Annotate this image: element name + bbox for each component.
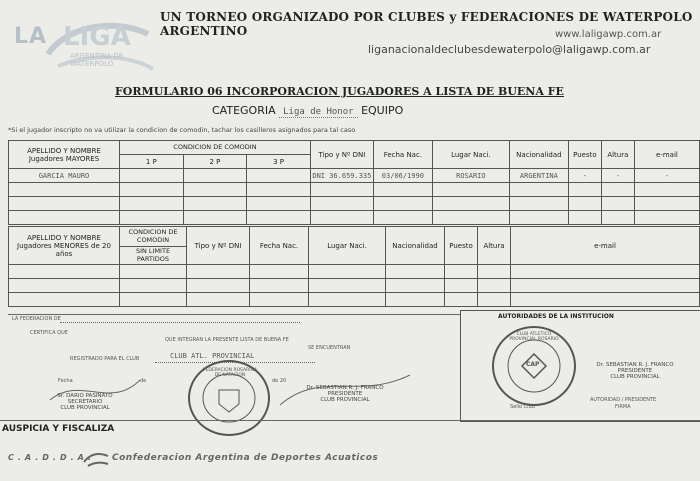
col-header-name-menores: APELLIDO Y NOMBRE Jugadores MENORES de 20 años (9, 227, 120, 265)
table-row (9, 183, 700, 197)
col-header-1p: 1 P (120, 155, 184, 169)
col-header-lugar-menores: Lugar Naci. (309, 227, 386, 265)
encuentran-label: SE ENCUENTRAN (308, 345, 351, 351)
col-header-lugar: Lugar Naci. (432, 141, 509, 169)
comodin-note: *Si el jugador inscripto no va utilizar la condicion de comodin, tachar los casilleros asignados para tal caso (8, 126, 356, 134)
col-header-email-menores: e-mail (511, 227, 700, 265)
cell-name: GARCIA MAURO (9, 169, 120, 183)
cadda-swimmer-icon (82, 448, 110, 470)
club-stamp (492, 326, 576, 406)
auth-sello: Sello Club (510, 404, 535, 410)
logo-liga-text: LIGA (63, 22, 131, 52)
table-mayores (8, 140, 700, 225)
form-title: FORMULARIO 06 INCORPORACION JUGADORES A LISTA DE BUENA FE (115, 85, 564, 98)
cadda-full-name: Confederacion Argentina de Deportes Acuaticos (112, 453, 379, 463)
year-label: de 20 (272, 378, 287, 384)
sig-left-role: SECRETARIO (67, 399, 103, 405)
federacion-label: LA FEDERACION DE (12, 316, 61, 322)
sig-mid (290, 385, 400, 403)
col-header-comodin-menores (120, 227, 187, 265)
federacion-stamp (188, 360, 270, 436)
sig-right-name: Dr. SEBASTIAN R. J. FRANCO (596, 362, 674, 368)
website-text: www.laligawp.com.ar (555, 29, 662, 40)
logo-la-text: LA (14, 24, 48, 49)
sig-right-role: PRESIDENTE (617, 368, 653, 374)
categoria-label: CATEGORIA (212, 104, 276, 117)
categoria-value: Liga de Honor (279, 107, 357, 118)
bottom-divider (0, 420, 700, 421)
organizer-line: UN TORNEO ORGANIZADO POR CLUBES y FEDERACIONES DE WATERPOLO ARGENTINO (160, 10, 693, 38)
col-header-altura-menores: Altura (478, 227, 511, 265)
integran-label: QUE INTEGRAN LA PRESENTE LISTA DE BUENA FE (165, 337, 289, 343)
comodin-menores-title: CONDICION DE COMODIN (128, 228, 178, 244)
table-menores (8, 226, 700, 307)
cell-dni: DNI 36.659.335 (310, 169, 373, 183)
certifica-label: CERTIFICA QUE (30, 330, 68, 336)
club-value: CLUB ATL. PROVINCIAL (170, 352, 255, 360)
autoridades-title: AUTORIDADES DE LA INSTITUCION (498, 313, 614, 320)
divider (8, 314, 460, 315)
federacion-stamp-text: FEDERACION ROSARINA DE NATACION (202, 368, 258, 378)
sig-left-club: CLUB PROVINCIAL (60, 405, 110, 411)
col-header-dni-menores: Tipo y Nº DNI (187, 227, 250, 265)
col-header-comodin: CONDICION DE COMODIN (120, 141, 311, 155)
table-row (9, 169, 700, 183)
cell-puesto: - (568, 169, 601, 183)
col-header-3p: 3 P (247, 155, 311, 169)
sig-left-name: Sr. DARIO PASINATO (57, 393, 113, 399)
registrado-label: REGISTRADO PARA EL CLUB (70, 356, 140, 362)
fecha-label: Fecha (58, 378, 73, 384)
table-row (9, 293, 700, 307)
col-header-puesto: Puesto (568, 141, 601, 169)
col-header-nacionalidad-menores: Nacionalidad (386, 227, 445, 265)
col-header-dni: Tipo y Nº DNI (310, 141, 373, 169)
cell-altura: - (601, 169, 634, 183)
comodin-menores-sub: SIN LIMITE PARTIDOS (120, 246, 186, 263)
auspicia-label: AUSPICIA Y FISCALIZA (2, 424, 115, 434)
email-text: liganacionaldeclubesdewaterpolo@laligawp.com.ar (368, 43, 651, 56)
col-header-puesto-menores: Puesto (445, 227, 478, 265)
col-header-fecha: Fecha Nac. (373, 141, 432, 169)
categoria-line (212, 104, 403, 117)
col-header-altura: Altura (601, 141, 634, 169)
sig-mid-club: CLUB PROVINCIAL (320, 397, 370, 403)
la-liga-logo (8, 14, 158, 80)
col-header-email: e-mail (634, 141, 699, 169)
sig-right-club: CLUB PROVINCIAL (610, 374, 660, 380)
sig-left (40, 393, 130, 411)
cell-lugar: ROSARIO (432, 169, 509, 183)
club-stamp-text: CLUB ATLETICO PROVINCIAL ROSARIO (509, 332, 559, 342)
table-row (9, 265, 700, 279)
federacion-line (60, 322, 300, 323)
col-header-name: APELLIDO Y NOMBRE Jugadores MAYORES (9, 141, 120, 169)
logo-subtitle: ARGENTINA DE WATERPOLO (70, 52, 124, 68)
cadda-logo: C.A.D.D.A. (8, 453, 96, 462)
col-header-2p: 2 P (183, 155, 247, 169)
cell-nacionalidad: ARGENTINA (509, 169, 568, 183)
sig-right (580, 362, 690, 380)
table-row (9, 279, 700, 293)
col-header-fecha-menores: Fecha Nac. (250, 227, 309, 265)
cell-email: - (634, 169, 699, 183)
auth-firma: AUTORIDAD / PRESIDENTE (590, 397, 657, 403)
table-row (9, 211, 700, 225)
sig-mid-role: PRESIDENTE (327, 391, 363, 397)
de-label: de (140, 378, 147, 384)
club-stamp-cap: CAP (526, 361, 540, 368)
equipo-label: EQUIPO (361, 104, 404, 117)
col-header-nacionalidad: Nacionalidad (509, 141, 568, 169)
table-row (9, 197, 700, 211)
cell-fecha: 03/06/1990 (373, 169, 432, 183)
sig-mid-name: Dr. SEBASTIAN R. J. FRANCO (306, 385, 384, 391)
auth-firma2: FIRMA (615, 404, 631, 410)
